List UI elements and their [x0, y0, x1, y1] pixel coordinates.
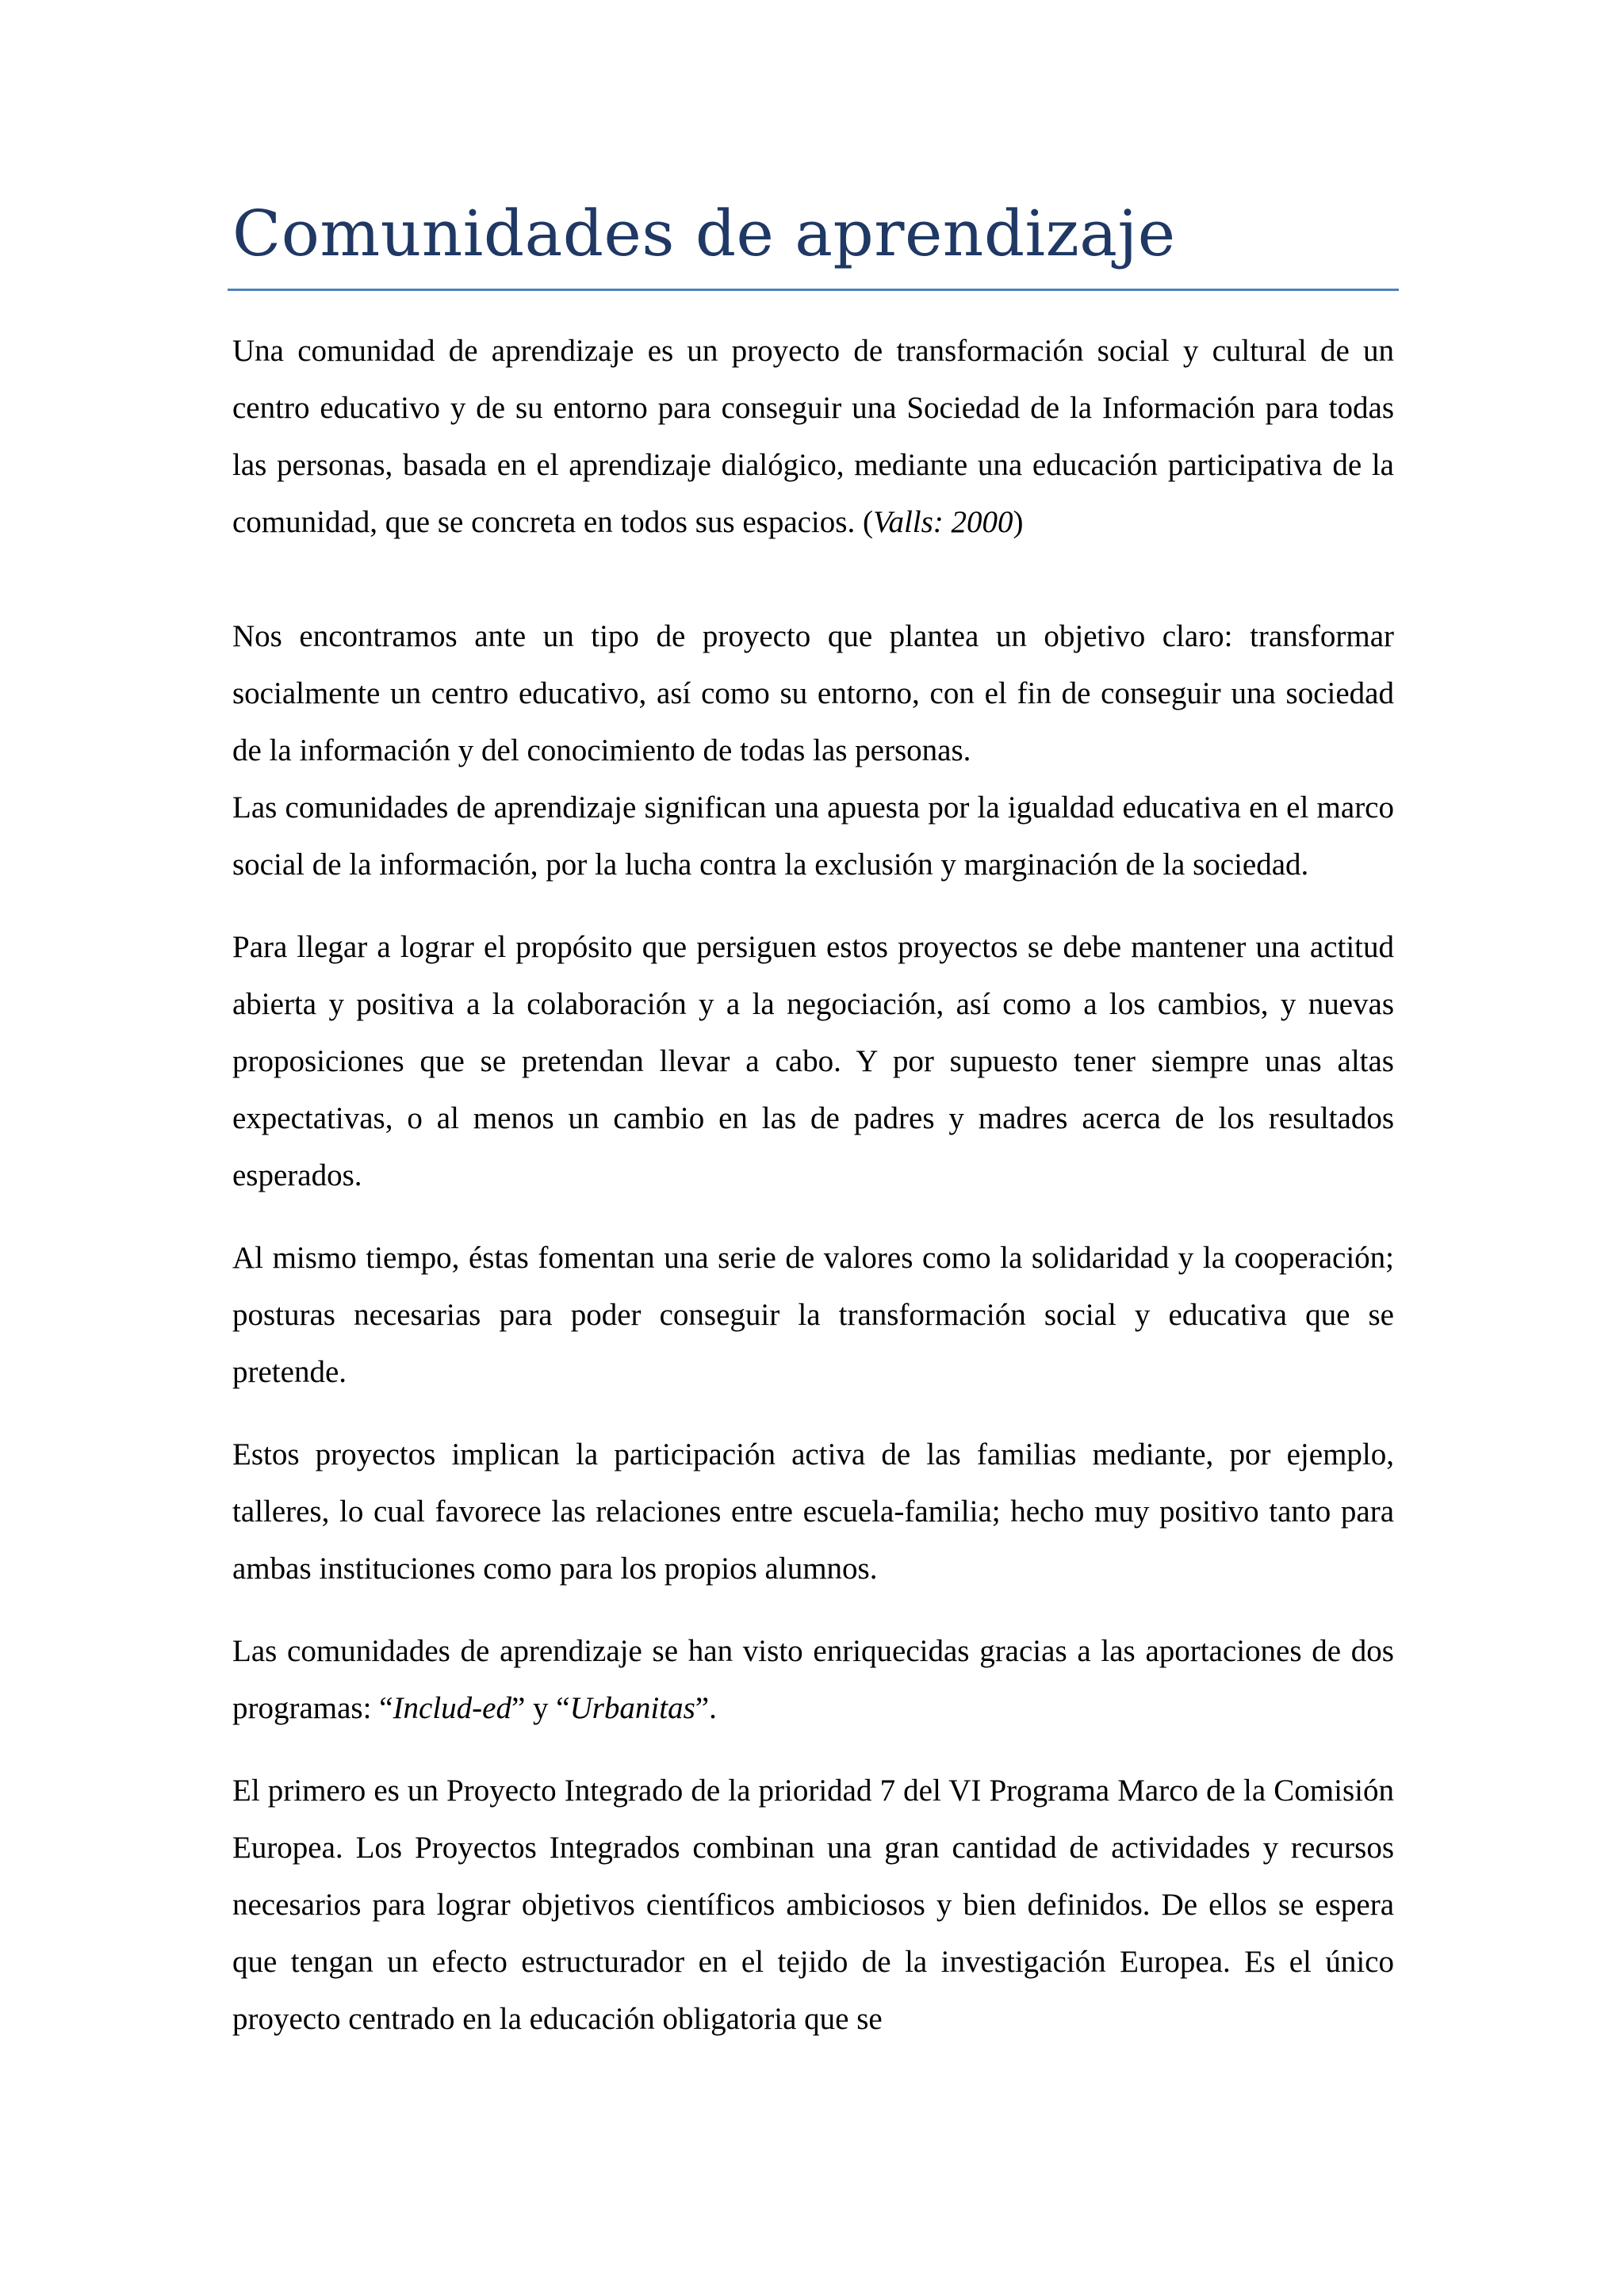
title-underline [228, 289, 1399, 291]
paragraph-purpose: Para llegar a lograr el propósito que persiguen estos proyectos se debe mantener una actitud abierta y positiva a la colaboración y a la negociación, así como a los cambios, y nuevas proposiciones que se pretendan llevar a cabo. Y por supuesto tener siempre unas altas expectativas, o al menos un cambio en las de padres y madres acerca de los resultados esperados. [232, 930, 1394, 1192]
paragraph-programs-before: Las comunidades de aprendizaje se han visto enriquecidas gracias a las aportaciones de dos programas: “ [232, 1634, 1394, 1725]
citation: Valls: 2000 [872, 505, 1013, 539]
paragraph-programs [232, 1623, 1394, 1737]
paragraph-values: Al mismo tiempo, éstas fomentan una serie de valores como la solidaridad y la cooperación; posturas necesarias para poder conseguir la transformación social y educativa que se pretende. [232, 1241, 1394, 1389]
program-includ-ed: Includ-ed [393, 1691, 511, 1725]
citation-close: ) [1013, 505, 1024, 539]
paragraph-objective: Nos encontramos ante un tipo de proyecto que plantea un objetivo claro: transformar socialmente un centro educativo, así como su entorno, con el fin de conseguir una sociedad de la información y del conocimiento de todas las personas. [232, 619, 1394, 767]
paragraph-programs-after: ”. [695, 1691, 717, 1725]
page-title: Comunidades de aprendizaje [232, 197, 1176, 270]
document-content [232, 190, 1394, 2048]
program-urbanitas: Urbanitas [569, 1691, 695, 1725]
paragraph-programs-middle: ” y “ [511, 1691, 570, 1725]
paragraph-definition [232, 323, 1394, 551]
paragraph-equality: Las comunidades de aprendizaje significan una apuesta por la igualdad educativa en el marco social de la información, por la lucha contra la exclusión y marginación de la sociedad. [232, 790, 1394, 882]
paragraph-integrated-project: El primero es un Proyecto Integrado de la prioridad 7 del VI Programa Marco de la Comisión Europea. Los Proyectos Integrados combinan una gran cantidad de actividades y recursos necesarios para lograr objetivos científicos ambiciosos y bien definidos. De ellos se espera que tengan un efecto estructurador en el tejido de la investigación Europea. Es el único proyecto centrado en la educación obligatoria que se [232, 1774, 1394, 2036]
paragraph-definition-text: Una comunidad de aprendizaje es un proyecto de transformación social y cultural de un centro educativo y de su entorno para conseguir una Sociedad de la Información para todas las personas, basada en el aprendizaje dialógico, mediante una educación participativa de la comunidad, que se concreta en todos sus espacios. ( [232, 334, 1394, 539]
paragraph-families: Estos proyectos implican la participación activa de las familias mediante, por ejemplo, talleres, lo cual favorece las relaciones entre escuela-familia; hecho muy positivo tanto para ambas instituciones como para los propios alumnos. [232, 1437, 1394, 1586]
